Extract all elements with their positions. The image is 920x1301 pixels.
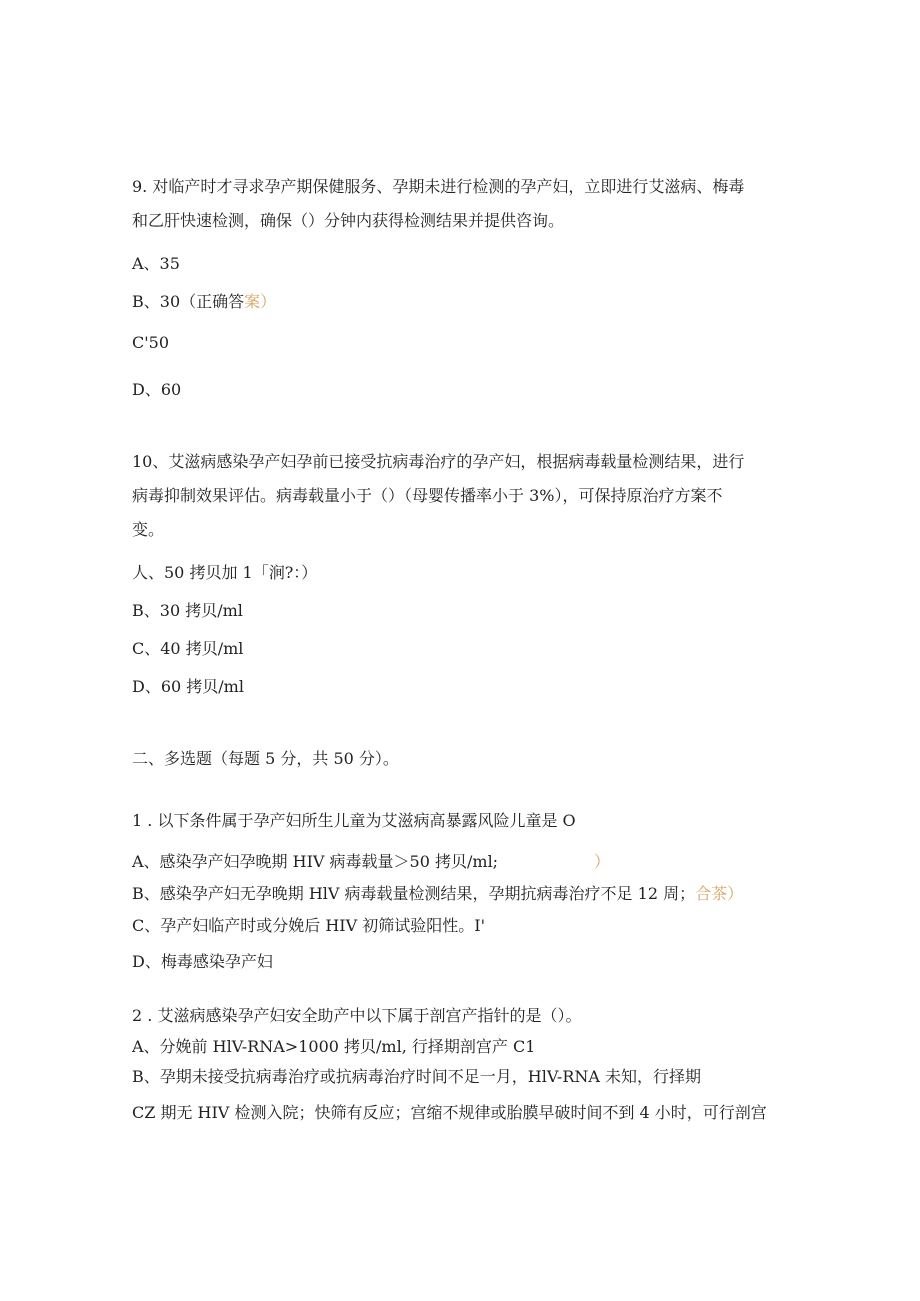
mq1-stem: 1 . 以下条件属于孕产妇所生儿童为艾滋病高暴露风险儿童是 O (132, 811, 576, 830)
mq1-option-a: A、感染孕产妇孕晚期 HIV 病毒载量＞50 拷贝/ml; (132, 852, 499, 871)
mq1-option-c: C、孕产妇临产时或分娩后 HIV 初筛试验阳性。I' (132, 916, 485, 935)
mq2-option-b: B、孕期未接受抗病毒治疗或抗病毒治疗时间不足一月，HlV-RNA 未知，行择期 (132, 1067, 702, 1086)
mq2-stem: 2 . 艾滋病感染孕产妇安全助产中以下属于剖宫产指针的是（）。 (132, 1006, 582, 1025)
mq2-option-a: A、分娩前 HlV-RNA>1000 拷贝/ml, 行择期剖宫产 C1 (132, 1037, 536, 1056)
mq1-option-b-text: B、感染孕产妇无孕晚期 HlV 病毒载量检测结果，孕期抗病毒治疗不足 12 周； (132, 884, 696, 903)
q9-stem-line-1: 9. 对临产时才寻求孕产期保健服务、孕期未进行检测的孕产妇，立即进行艾滋病、梅毒 (132, 177, 745, 196)
q9-option-d: D、60 (132, 380, 182, 399)
q9-option-b (132, 291, 276, 313)
q10-stem-line-1: 10、艾滋病感染孕产妇孕前已接受抗病毒治疗的孕产妇，根据病毒载量检测结果，进行 (132, 452, 745, 471)
q10-option-c: C、40 拷贝/ml (132, 639, 244, 658)
mq1-option-a-mark: ） (594, 852, 611, 871)
q9-option-b-text: B、30（正确答 (132, 292, 245, 311)
q9-option-b-mark: 案） (244, 292, 277, 311)
q10-option-a: 人、50 拷贝加 1「涧?：） (132, 563, 318, 582)
q9-stem-line-2: 和乙肝快速检测，确保（）分钟内获得检测结果并提供咨询。 (132, 211, 565, 230)
q10-stem-line-2: 病毒抑制效果评估。病毒载量小于（）（母婴传播率小于 3%），可保持原治疗方案不 (132, 486, 723, 505)
q9-option-a: A、35 (132, 254, 180, 273)
mq1-option-b-mark: 合茶） (695, 884, 744, 903)
section-title-multiple-choice: 二、多选题（每题 5 分，共 50 分）。 (132, 749, 399, 768)
q10-option-b: B、30 拷贝/ml (132, 601, 243, 620)
q10-stem-line-3: 变。 (132, 520, 165, 539)
mq2-continuation: CZ 期无 HIV 检测入院；快筛有反应；宫缩不规律或胎膜早破时间不到 4 小时，可行剖宫 (132, 1103, 767, 1122)
q9-option-c: C'50 (132, 333, 169, 352)
q10-option-d: D、60 拷贝/ml (132, 677, 244, 696)
mq1-option-b (132, 883, 743, 905)
mq1-option-d: D、梅毒感染孕产妇 (132, 952, 273, 971)
